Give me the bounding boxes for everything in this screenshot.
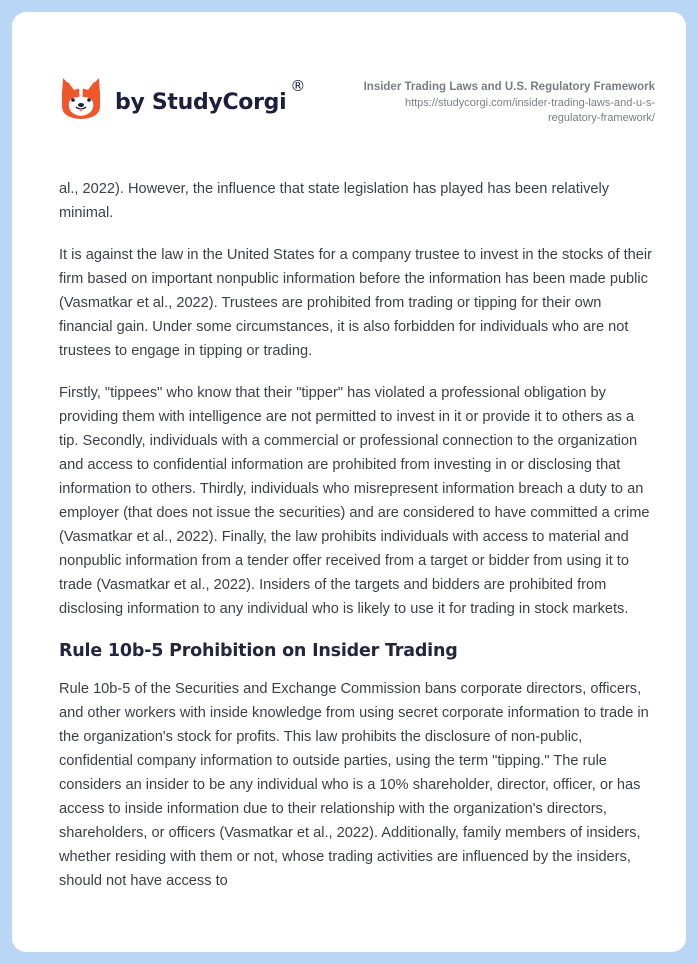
- document-card: [12, 12, 686, 952]
- document-body: [59, 177, 655, 911]
- brand-name: by StudyCorgi: [115, 89, 287, 115]
- registered-mark: ®: [290, 77, 306, 95]
- studycorgi-logo[interactable]: [60, 76, 305, 120]
- document-url-line-2[interactable]: regulatory-framework/: [548, 112, 655, 124]
- paragraph: Rule 10b-5 of the Securities and Exchange Commission bans corporate directors, officers, and other workers with inside knowledge from using secret corporate information to trade in the organization's stock for profits. This law prohibits the disclosure of non-public, confidential company information to outside parties, using the term "tipping." The rule considers an insider to be any individual who is a 10% shareholder, director, officer, or has access to inside information due to their relationship with the organization's directors, shareholders, or officers (Vasmatkar et al., 2022). Additionally, family members of insiders, whether residing with them or not, whose trading activities are influenced by the insiders, should not have access to: [59, 681, 649, 889]
- corgi-logo-icon: [60, 76, 102, 120]
- paragraph: Firstly, "tippees" who know that their "tipper" has violated a professional obligation by providing them with intelligence are not permitted to invest in it or provide it to others as a tip. Secondly, individuals with a commercial or professional connection to the organization and access to confidential information are prohibited from investing in or disclosing that information to others. Thirdly, individuals who misrepresent information breach a duty to an employer (that does not issue the securities) and are considered to have committed a crime (Vasmatkar et al., 2022). Finally, the law prohibits individuals with access to material and nonpublic information from a tender offer received from a target or bidder from using it to trade (Vasmatkar et al., 2022). Insiders of the targets and bidders are prohibited from disclosing information to any individual who is likely to use it for trading in stock markets.: [59, 385, 650, 617]
- document-meta: [325, 80, 655, 125]
- section-heading: Rule 10b-5 Prohibition on Insider Trading: [59, 641, 458, 661]
- paragraph: al., 2022). However, the influence that state legislation has played has been relatively minimal.: [59, 181, 610, 221]
- paragraph: It is against the law in the United States for a company trustee to invest in the stocks of their firm based on important nonpublic information before the information has been made public (Vasmatkar et al., 2022). Trustees are prohibited from trading or tipping for their own financial gain. Under some circumstances, it is also forbidden for individuals who are not trustees to engage in tipping or trading.: [59, 247, 652, 359]
- document-title: Insider Trading Laws and U.S. Regulatory Framework: [363, 81, 655, 93]
- document-header: [12, 12, 686, 162]
- document-url-line-1[interactable]: https://studycorgi.com/insider-trading-laws-and-u-s-: [404, 97, 655, 109]
